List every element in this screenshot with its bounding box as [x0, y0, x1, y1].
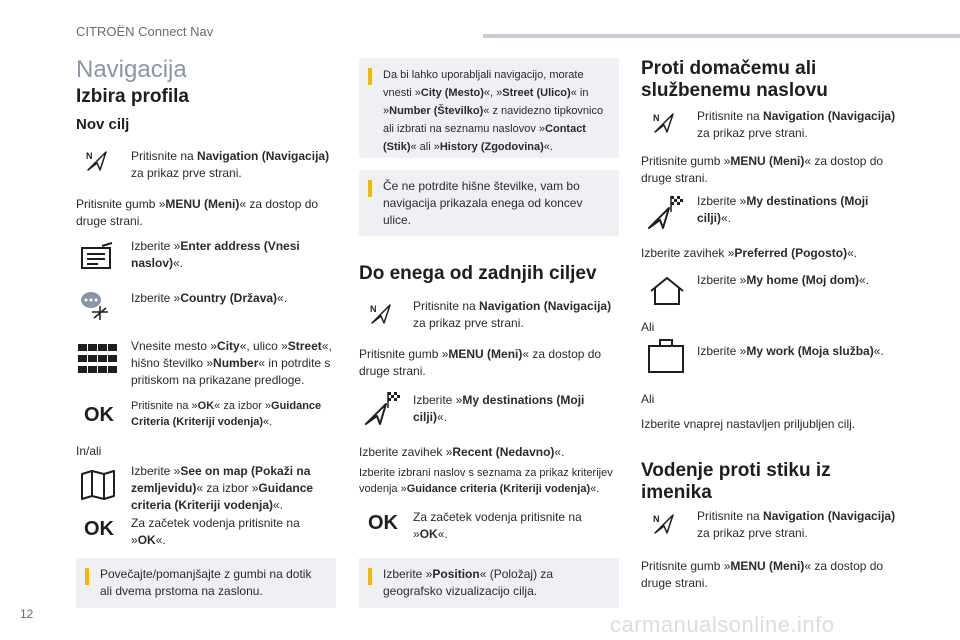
step-preferred-tab: Izberite zavihek »Preferred (Pogosto)«.: [641, 246, 858, 260]
section-title: Vodenje proti stiku iz imenika: [641, 460, 831, 503]
ok-button-icon: OK: [84, 518, 114, 540]
step-menu: Pritisnite gumb »MENU (Meni)« za dostop do druge strani.: [76, 197, 319, 228]
step-recent-tab: Izberite zavihek »Recent (Nedavno)«.: [359, 445, 565, 459]
step-select-address: Izberite izbrani naslov s seznama za prikaz kriterijev vodenja »Guidance criteria (Kriteriji vodenja)«.: [359, 467, 613, 495]
step-ok-criteria: Pritisnite na »OK« za izbor »Guidance Criteria (Kriteriji vodenja)«.: [131, 400, 322, 428]
navigation-arrow-icon: [653, 513, 675, 535]
page-number: 12: [20, 607, 34, 621]
step-menu: Pritisnite gumb »MENU (Meni)« za dostop do druge strani.: [641, 154, 884, 185]
address-entry-icon: [80, 242, 114, 272]
home-icon: [649, 276, 685, 306]
step-navigation: Pritisnite na Navigation (Navigacija) za prikaz prve strani.: [697, 109, 896, 140]
header-divider: [483, 34, 960, 38]
note-marker: [368, 568, 372, 585]
section-title: Do enega od zadnjih ciljev: [359, 263, 597, 284]
step-start-guidance: Za začetek vodenja pritisnite na »OK«.: [413, 510, 582, 541]
header-title: CITROËN Connect Nav: [76, 24, 214, 39]
step-navigation: Pritisnite na Navigation (Navigacija) za prikaz prve strani.: [697, 509, 896, 540]
page-title: Navigacija: [76, 56, 187, 83]
section-title: Proti domačemu ali službenemu naslovu: [641, 58, 828, 101]
step-see-on-map: Izberite »See on map (Pokaži na zemljevidu)« za izbor »Guidance criteria (Kriteriji vodenja)«.: [131, 464, 314, 512]
navigation-arrow-icon: [370, 303, 392, 325]
step-my-work: Izberite »My work (Moja služba)«.: [697, 344, 884, 358]
in-or-label: In/ali: [76, 444, 102, 458]
my-destinations-icon: [647, 196, 685, 230]
section-title: Izbira profila: [76, 86, 189, 107]
country-selection-icon: [80, 290, 112, 322]
step-preset-favourite: Izberite vnaprej nastavljen priljubljen cilj.: [641, 417, 856, 431]
input-note: Da bi lahko uporabljali navigacijo, morate vnesti »City (Mesto)«, »Street (Ulico)« in »Number (Številko)« z navidezno tipkovnico ali izbrati na seznamu naslovov »Contact (Stik)« ali »History (Zgodovina)«.: [359, 58, 619, 158]
note-marker: [368, 68, 372, 85]
my-destinations-icon: [364, 392, 402, 426]
navigation-arrow-icon: [86, 150, 108, 172]
work-icon: [647, 338, 685, 374]
step-start-guidance: Za začetek vodenja pritisnite na »OK«.: [131, 516, 300, 547]
svg-text:N: N: [86, 151, 93, 161]
step-city-street: Vnesite mesto »City«, ulico »Street«, hišno številko »Number« in potrdite s pritiskom na prikazane predloge.: [131, 339, 332, 387]
note-marker: [85, 568, 89, 585]
step-my-destinations: Izberite »My destinations (Moji cilji)«.: [413, 393, 585, 424]
svg-text:N: N: [653, 113, 660, 123]
zoom-note: Povečajte/pomanjšajte z gumbi na dotik ali dvema prstoma na zaslonu.: [76, 558, 336, 608]
step-my-destinations: Izberite »My destinations (Moji cilji)«.: [697, 194, 869, 225]
note-marker: [368, 180, 372, 197]
ok-button-icon: OK: [368, 512, 398, 534]
step-enter-address: Izberite »Enter address (Vnesi naslov)«.: [131, 239, 300, 270]
or-label: Ali: [641, 320, 655, 334]
svg-text:N: N: [653, 514, 660, 524]
step-menu: Pritisnite gumb »MENU (Meni)« za dostop do druge strani.: [641, 559, 884, 590]
keypad-grid-icon: [78, 344, 118, 374]
step-navigation: Pritisnite na Navigation (Navigacija) za prikaz prve strani.: [131, 149, 330, 180]
position-note: Izberite »Position« (Položaj) za geografsko vizualizacijo cilja.: [359, 558, 619, 608]
navigation-arrow-icon: [653, 112, 675, 134]
step-navigation: Pritisnite na Navigation (Navigacija) za prikaz prve strani.: [413, 299, 612, 330]
svg-text:N: N: [370, 304, 377, 314]
house-number-note: Če ne potrdite hišne številke, vam bo navigacija prikazala enega od koncev ulice.: [359, 170, 619, 236]
ok-button-icon: OK: [84, 404, 114, 426]
or-label: Ali: [641, 392, 655, 406]
map-icon: [80, 470, 116, 500]
subsection-title: Nov cilj: [76, 116, 130, 133]
step-country: Izberite »Country (Država)«.: [131, 291, 288, 305]
step-menu: Pritisnite gumb »MENU (Meni)« za dostop do druge strani.: [359, 347, 602, 378]
step-my-home: Izberite »My home (Moj dom)«.: [697, 273, 870, 287]
watermark: carmanualsonline.info: [610, 612, 835, 637]
